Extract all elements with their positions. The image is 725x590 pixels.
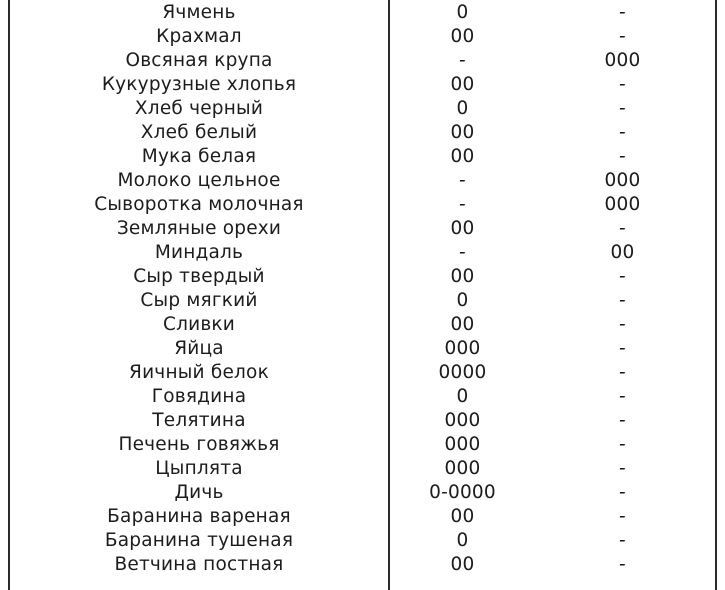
rating-b-cell: 000: [604, 170, 641, 191]
rating-b-cell: -: [619, 410, 626, 431]
food-name-cell: Овсяная крупа: [125, 50, 273, 71]
table-row: [0, 481, 725, 505]
rating-b-cell: -: [619, 458, 626, 479]
food-name-cell: Баранина вареная: [107, 506, 291, 527]
food-name-cell: Ячмень: [162, 2, 236, 23]
rating-a-cell: 0-0000: [429, 482, 496, 503]
table-row: [0, 265, 725, 289]
table-row: [0, 97, 725, 121]
food-name-cell: Молоко цельное: [117, 170, 281, 191]
rating-a-cell: 0: [456, 98, 469, 119]
table-row: [0, 457, 725, 481]
rating-b-cell: -: [619, 2, 626, 23]
rating-a-cell: 0: [456, 530, 469, 551]
food-name-cell: Сыр мягкий: [140, 290, 258, 311]
rating-a-cell: -: [459, 242, 466, 263]
rating-a-cell: 000: [444, 434, 481, 455]
food-name-cell: Крахмал: [156, 26, 242, 47]
table-row: [0, 361, 725, 385]
rating-a-cell: 0: [456, 2, 469, 23]
rating-a-cell: 000: [444, 458, 481, 479]
food-name-cell: Земляные орехи: [116, 218, 282, 239]
rating-a-cell: 00: [450, 506, 475, 527]
rating-b-cell: -: [619, 218, 626, 239]
food-name-cell: Баранина тушеная: [104, 530, 294, 551]
table-row: [0, 289, 725, 313]
rating-b-cell: -: [619, 530, 626, 551]
rating-b-cell: -: [619, 266, 626, 287]
food-name-cell: Хлеб белый: [140, 122, 258, 143]
rating-b-cell: -: [619, 26, 626, 47]
food-name-cell: Яичный белок: [129, 362, 269, 383]
food-name-cell: Говядина: [151, 386, 247, 407]
food-name-cell: Хлеб черный: [134, 98, 264, 119]
rating-a-cell: -: [459, 194, 466, 215]
food-name-cell: Сыворотка молочная: [94, 194, 304, 215]
rating-b-cell: -: [619, 554, 626, 575]
food-name-cell: Дичь: [174, 482, 224, 503]
food-name-cell: Миндаль: [154, 242, 244, 263]
rating-a-cell: 00: [450, 218, 475, 239]
rating-a-cell: 00: [450, 122, 475, 143]
table-row: [0, 193, 725, 217]
food-name-cell: Цыплята: [155, 458, 243, 479]
rating-a-cell: 000: [444, 410, 481, 431]
rating-a-cell: 00: [450, 314, 475, 335]
rating-b-cell: -: [619, 362, 626, 383]
rating-a-cell: 00: [450, 266, 475, 287]
table-row: [0, 505, 725, 529]
table-row: [0, 1, 725, 25]
rating-a-cell: 000: [444, 338, 481, 359]
table-row: [0, 169, 725, 193]
table-row: [0, 121, 725, 145]
food-name-cell: Кукурузные хлопья: [101, 74, 297, 95]
table-row: [0, 241, 725, 265]
rating-a-cell: 0: [456, 386, 469, 407]
rating-b-cell: 000: [604, 194, 641, 215]
rating-b-cell: -: [619, 74, 626, 95]
rating-a-cell: -: [459, 170, 466, 191]
table-row: [0, 25, 725, 49]
table-row: [0, 433, 725, 457]
table-row: [0, 217, 725, 241]
rating-a-cell: 00: [450, 74, 475, 95]
table-row: [0, 529, 725, 553]
rating-b-cell: -: [619, 338, 626, 359]
rating-a-cell: 0: [456, 290, 469, 311]
food-name-cell: Сливки: [162, 314, 236, 335]
rating-b-cell: -: [619, 386, 626, 407]
rating-a-cell: 00: [450, 26, 475, 47]
rating-b-cell: -: [619, 146, 626, 167]
rating-a-cell: -: [459, 50, 466, 71]
rating-b-cell: -: [619, 98, 626, 119]
table-row: [0, 73, 725, 97]
food-name-cell: Печень говяжья: [118, 434, 280, 455]
rating-a-cell: 00: [450, 146, 475, 167]
rating-b-cell: -: [619, 122, 626, 143]
rating-a-cell: 0000: [438, 362, 487, 383]
food-name-cell: Мука белая: [141, 146, 257, 167]
rating-b-cell: -: [619, 506, 626, 527]
rating-b-cell: -: [619, 434, 626, 455]
table-row: [0, 49, 725, 73]
table-row: [0, 409, 725, 433]
rating-b-cell: 00: [610, 242, 635, 263]
food-name-cell: Сыр твердый: [133, 266, 265, 287]
table-row: [0, 337, 725, 361]
rating-b-cell: -: [619, 290, 626, 311]
rating-a-cell: 00: [450, 554, 475, 575]
table-row: [0, 385, 725, 409]
food-name-cell: Ветчина постная: [114, 554, 284, 575]
food-name-cell: Яйца: [174, 338, 224, 359]
rating-b-cell: -: [619, 482, 626, 503]
rating-b-cell: 000: [604, 50, 641, 71]
table-row: [0, 145, 725, 169]
rating-b-cell: -: [619, 314, 626, 335]
table-row: [0, 313, 725, 337]
table-row: [0, 553, 725, 577]
food-name-cell: Телятина: [152, 410, 246, 431]
